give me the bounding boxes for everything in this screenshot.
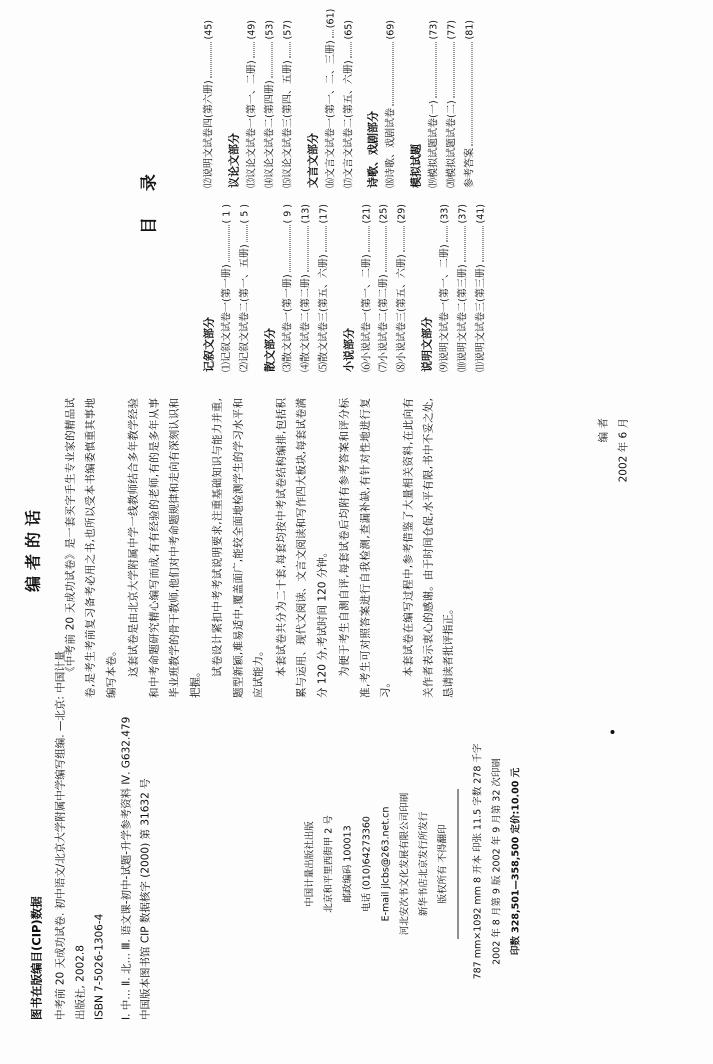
- toc-entry-page: (61): [324, 8, 336, 29]
- toc-leader: [392, 42, 393, 106]
- signature-name: 编 者: [597, 418, 610, 443]
- toc-entry-page: (17): [317, 204, 329, 224]
- toc-entry-label: ⑵记叙文试卷二(第一、五册): [238, 244, 250, 372]
- print-specs-block: [468, 719, 525, 1004]
- toc-entry[interactable]: [436, 204, 454, 372]
- toc-entry[interactable]: [322, 8, 340, 188]
- toc-entry-page: (41): [475, 204, 487, 224]
- toc-column-2: [200, 8, 479, 188]
- toc-leader: [385, 226, 386, 273]
- toc-leader: [289, 226, 290, 273]
- toc-entry-label: ⒂议论文试卷三(第四、五册): [281, 60, 293, 188]
- toc-entry-label: ⑾说明文试卷三(第三册): [475, 264, 487, 372]
- toc-entry-label: ⑴记叙文试卷一(第一册): [221, 264, 232, 372]
- toc-entry-page: ( 1 ): [221, 204, 232, 224]
- publisher-line: 中国计量出版社出版: [304, 821, 315, 907]
- toc-entry[interactable]: [358, 204, 376, 372]
- toc-leader: [253, 42, 254, 59]
- toc-leader: [210, 42, 211, 79]
- preface-title: 编者的话: [23, 503, 42, 592]
- toc-entry-label: ⑸散文试卷三(第五、六册): [317, 254, 329, 372]
- toc-entry[interactable]: [375, 204, 393, 372]
- toc-entry-page: ( 5 ): [238, 204, 250, 224]
- toc-section-heading: 模拟试题: [409, 144, 423, 188]
- toc-section-heading: 记叙文部分: [202, 317, 215, 372]
- cip-line: 出版社, 2002.8: [73, 945, 86, 1020]
- toc-entry-label: ⑺小说试卷二(第二册): [378, 274, 390, 372]
- publisher-line: 河北安次书文化发展有限公司印刷: [399, 792, 410, 936]
- toc-section-heading: 议论文部分: [226, 133, 240, 188]
- preface-paragraph: 这套试卷是由北京大学附属中学一线教师结合多年教学经验和中考命题研究精心编写而成,有有经验的老师,有的是多年从事毕业班教学的骨干教师,他们对中考命题规律和走向有深刻认识和把握。: [127, 398, 201, 698]
- toc-entry[interactable]: [279, 204, 297, 372]
- toc-leader: [246, 226, 247, 243]
- toc-entry[interactable]: [382, 20, 400, 188]
- preface-section: [14, 398, 704, 698]
- print-spec-line: 2002 年 8 月第 9 版 2002 年 9 月第 32 次印刷: [491, 758, 502, 965]
- toc-entry[interactable]: [261, 20, 279, 188]
- toc-entry-page: (73): [428, 20, 440, 40]
- toc-entry-label: ⑶散文试卷一(第一册): [281, 274, 293, 372]
- publisher-line: 电话 (010)64273360: [361, 816, 372, 912]
- toc-entry-page: (77): [446, 20, 458, 40]
- cip-line: 中考前 20 天成功试卷. 初中语文/北京大学附属中学编写组编. —北京: 中国计量: [54, 650, 67, 1020]
- toc-entry-page: ( 9 ): [281, 204, 293, 224]
- publisher-block: [300, 734, 463, 994]
- toc-leader: [368, 226, 369, 253]
- toc-entry-page: (81): [464, 20, 476, 40]
- toc-leader: [228, 226, 229, 263]
- toc-entry[interactable]: [425, 20, 443, 188]
- divider-rule: [457, 789, 458, 939]
- publisher-line: 新华书店北京发行所发行: [418, 811, 429, 917]
- toc-entry-page: (53): [263, 20, 275, 40]
- toc-leader: [435, 42, 436, 99]
- toc-entry[interactable]: [454, 204, 472, 372]
- toc-entry-label: ⑹小说试卷一(第一、二册): [360, 254, 372, 372]
- table-of-contents: [14, 8, 704, 374]
- toc-title: 目 录: [139, 164, 159, 234]
- toc-entry-label: ⑽说明文试卷二(第三册): [457, 264, 469, 372]
- toc-entry-label: ⒆模拟试题试卷(一): [428, 100, 440, 188]
- toc-entry-page: (29): [396, 204, 408, 224]
- toc-section-heading: 小说部分: [341, 328, 355, 372]
- toc-entry[interactable]: [236, 204, 254, 372]
- signature-date: 2002 年 6 月: [617, 418, 630, 483]
- toc-leader: [325, 226, 326, 253]
- toc-entry-label: ⑼说明文试卷一(第一、二册): [439, 244, 451, 372]
- toc-leader: [482, 226, 483, 263]
- cip-line: ISBN 7-5026-1306-4: [93, 913, 106, 1020]
- toc-leader: [350, 42, 351, 59]
- toc-entry-label: ⒀议论文试卷一(第一、二册): [245, 60, 257, 188]
- publisher-line: 版权所有 不得翻印: [437, 824, 448, 904]
- toc-entry-page: (57): [281, 20, 293, 40]
- toc-entry-label: ⒁议论文试卷二(第四册): [263, 80, 275, 188]
- toc-entry[interactable]: [443, 20, 461, 188]
- toc-entry[interactable]: [340, 20, 358, 188]
- toc-entry-label: ⒇模拟试题试卷(二): [446, 100, 458, 188]
- cip-block: [26, 650, 155, 1020]
- toc-section-heading: 文言文部分: [305, 133, 319, 188]
- toc-entry-label: ⒄文言文试卷二(第五、六册): [342, 60, 354, 188]
- toc-leader: [403, 226, 404, 253]
- toc-entry[interactable]: [218, 204, 236, 372]
- toc-section-heading: 说明文部分: [420, 317, 434, 372]
- preface-signature: [594, 418, 634, 482]
- toc-entry[interactable]: [243, 20, 261, 188]
- scan-artifact-dot: [610, 730, 614, 734]
- toc-entry-label: ⑷散文试卷二(第二册): [299, 274, 311, 372]
- toc-entry-page: (13): [299, 204, 311, 224]
- preface-paragraph: 《中考前 20 天成功试卷》是一套买字手生专业家的精品试卷,是考生考前复习备考必用之书,也所以受本书编委慎重其事地编写本卷。: [64, 398, 117, 698]
- toc-entry[interactable]: [279, 20, 297, 188]
- toc-entry-page: (45): [203, 20, 214, 40]
- toc-entry[interactable]: [200, 20, 218, 188]
- cip-heading: 图书在版编目(CIP)数据: [29, 896, 43, 1020]
- toc-column-1: [200, 204, 490, 372]
- toc-entry[interactable]: [393, 204, 411, 372]
- toc-entry-page: (25): [378, 204, 390, 224]
- toc-leader: [332, 30, 333, 38]
- publisher-email: E-mail jlcbs@263.net.cn: [380, 806, 391, 922]
- preface-paragraph: 本套试卷共分为二十套,每套均按中考试卷结构编排,包括积累与运用、现代文阅读、文言文阅读和写作四大板块,每套试卷满分 120 分,考试时间 120 分钟。: [274, 398, 328, 698]
- toc-entry[interactable]: [297, 204, 315, 372]
- toc-entry-label: ⑻小说试卷三(第五、六册): [396, 254, 408, 372]
- toc-section-heading: 诗歌、戏剧部分: [366, 111, 380, 188]
- toc-section-heading: 散文部分: [262, 328, 276, 372]
- toc-leader: [446, 226, 447, 243]
- publisher-line: 北京和平里西街甲 2 号: [323, 815, 334, 913]
- preface-paragraph: 本套试卷在编写过程中,参考借鉴了大量相关资料,在此向有关作者表示衷心的感谢。由于时间仓促,水平有限,书中不妥之处,恳请读者批评指正。: [401, 398, 455, 698]
- print-spec-line: 印数 328,501—358,500 定价:10.00 元: [510, 767, 521, 956]
- cip-line: 中国版本图书馆 CIP 数据核字 (2000) 第 31632 号: [138, 778, 151, 1020]
- toc-entry-label: ⒅诗歌、戏剧试卷: [385, 108, 397, 188]
- toc-entry-label: 参考答案: [464, 148, 476, 188]
- toc-entry-page: (37): [457, 204, 469, 224]
- toc-entry[interactable]: [461, 20, 479, 188]
- toc-entry-label: ⑿说明文试卷四(第六册): [203, 80, 214, 188]
- toc-entry-page: (65): [342, 20, 354, 40]
- toc-leader: [464, 226, 465, 263]
- print-spec-line: 787 mm×1092 mm 8 开本 印张 11.5 字数 278 千字: [472, 743, 483, 980]
- toc-leader: [289, 42, 290, 59]
- toc-entry-page: (33): [439, 204, 451, 224]
- toc-entry-page: (21): [360, 204, 372, 224]
- toc-entry[interactable]: [315, 204, 333, 372]
- publisher-line: 邮政编码 100013: [342, 825, 353, 903]
- preface-paragraph: 为便于考生自测自评,每套试卷后均附有参考答案和评分标准,考生可对照答案进行自我检测,查漏补缺,有针对性地进行复习。: [338, 398, 392, 698]
- cip-line: Ⅰ. 中… Ⅱ. 北… Ⅲ. 语文课-初中-试题-升学参考资料 Ⅳ. G632.479: [119, 716, 132, 1020]
- toc-entry[interactable]: [472, 204, 490, 372]
- toc-entry-page: (49): [245, 20, 257, 40]
- toc-entry-label: ⒃文言文试卷一(第一、二、三册): [324, 40, 336, 188]
- toc-leader: [307, 226, 308, 273]
- preface-paragraph: 试卷设计紧扣中考考试说明要求,注重基础知识与能力并重,题型新颖,难易适中,覆盖面广,能较全面地检测学生的学习水平和应试能力。: [211, 398, 265, 698]
- toc-leader: [453, 42, 454, 99]
- toc-leader: [471, 42, 472, 146]
- toc-leader: [271, 42, 272, 79]
- toc-entry-page: (69): [385, 20, 397, 40]
- preface-body: [60, 398, 461, 698]
- toc-columns: [14, 8, 704, 374]
